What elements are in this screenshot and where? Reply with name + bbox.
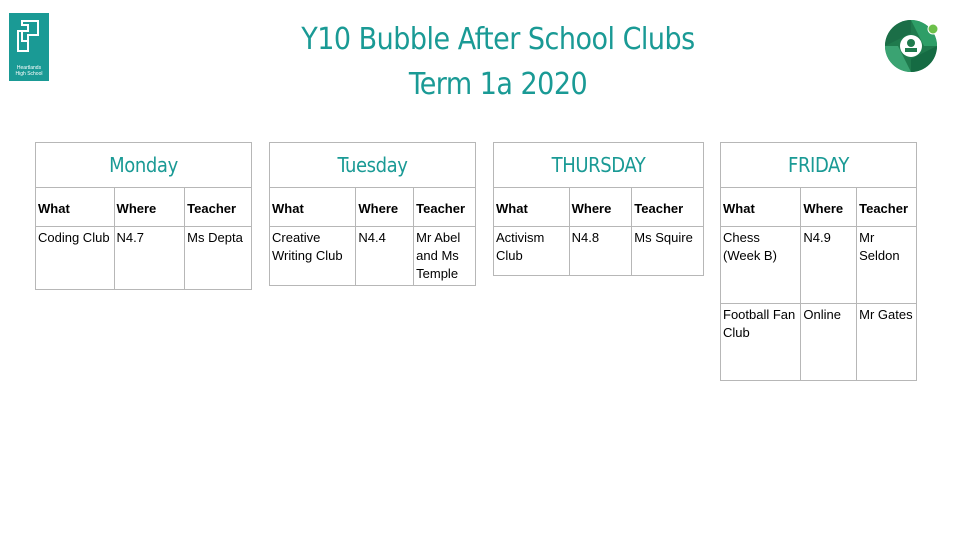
day-heading: FRIDAY <box>721 143 917 188</box>
club-name: Chess (Week B) <box>721 227 801 304</box>
club-name: Football Fan Club <box>721 304 801 381</box>
club-room: N4.9 <box>801 227 857 304</box>
column-header-teacher: Teacher <box>632 188 704 227</box>
club-teacher: Ms Depta <box>185 227 252 290</box>
school-logo <box>9 13 49 81</box>
camera-aperture-logo-icon <box>884 18 938 74</box>
column-header-teacher: Teacher <box>414 188 476 227</box>
club-teacher: Mr Seldon <box>857 227 917 304</box>
column-header-what: What <box>721 188 801 227</box>
table-row <box>270 227 476 286</box>
club-name: Activism Club <box>494 227 570 276</box>
club-teacher: Mr Abel and Ms Temple <box>414 227 476 286</box>
thursday-table <box>493 142 704 276</box>
column-header-teacher: Teacher <box>185 188 252 227</box>
column-header-where: Where <box>801 188 857 227</box>
column-header-teacher: Teacher <box>857 188 917 227</box>
school-name-line2: High School <box>15 71 43 77</box>
club-name: Coding Club <box>36 227 115 290</box>
day-heading: Monday <box>36 143 252 188</box>
column-header-what: What <box>494 188 570 227</box>
heartlands-logo-icon <box>14 17 44 55</box>
table-row <box>494 227 704 276</box>
club-name: Creative Writing Club <box>270 227 356 286</box>
club-room: N4.4 <box>356 227 414 286</box>
club-teacher: Mr Gates <box>857 304 917 381</box>
friday-table <box>720 142 917 381</box>
table-row <box>36 227 252 290</box>
column-header-what: What <box>270 188 356 227</box>
day-heading: THURSDAY <box>494 143 704 188</box>
column-header-where: Where <box>356 188 414 227</box>
club-teacher: Ms Squire <box>632 227 704 276</box>
monday-table <box>35 142 252 290</box>
column-header-where: Where <box>569 188 632 227</box>
school-name <box>9 65 49 77</box>
club-room: Online <box>801 304 857 381</box>
day-heading: Tuesday <box>270 143 476 188</box>
club-room: N4.8 <box>569 227 632 276</box>
school-name-line1: Heartlands <box>16 65 42 71</box>
table-row <box>721 304 917 381</box>
table-row <box>721 227 917 304</box>
tuesday-table <box>269 142 476 286</box>
club-room: N4.7 <box>114 227 185 290</box>
column-header-where: Where <box>114 188 185 227</box>
page-subtitle: Term 1a 2020 <box>408 67 588 102</box>
page-title: Y10 Bubble After School Clubs <box>301 22 695 57</box>
column-header-what: What <box>36 188 115 227</box>
